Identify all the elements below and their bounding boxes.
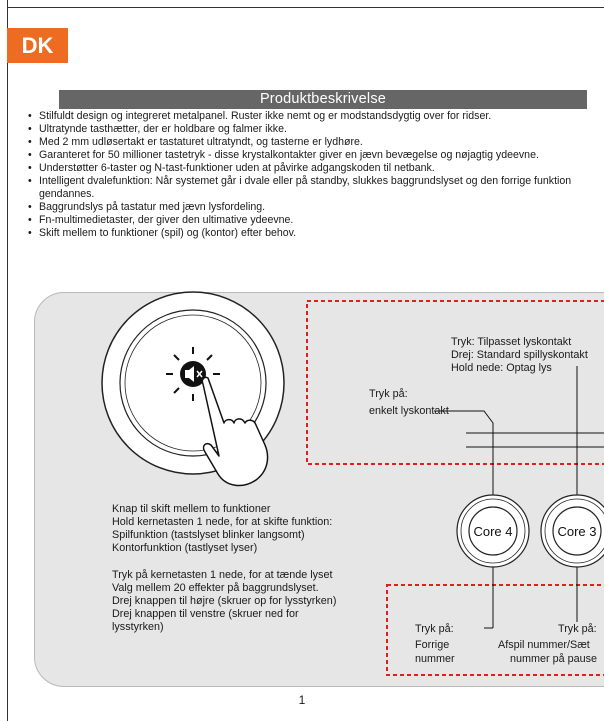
knob-desc-line: Valg mellem 20 effekter på baggrundslyset. (112, 582, 319, 594)
feature-item: • Garanteret for 50 millioner tastetryk - disse krystalkontakter giver en jævn bevægelse og nøjagtig ydeevne. (27, 149, 593, 162)
prev-track-label: nummer (415, 653, 455, 665)
feature-item: • Understøtter 6-taster og N-tast-funktioner uden at påvirke adgangskoden til netbank. (27, 162, 593, 175)
knob-desc-line: Spilfunktion (tastslyset blinker langsomt) (112, 529, 305, 541)
record-light-label: Hold nede: Optag lys (451, 362, 552, 374)
play-pause-label: nummer på pause (510, 653, 598, 665)
core-3-label: Core 3 (557, 524, 597, 539)
feature-item: • Intelligent dvalefunktion: Når systemet går i dvale eller på standby, slukkes baggrundslyset og den forrige funktion gendannes. (27, 175, 593, 201)
section-title: Produktbeskrivelse (59, 90, 587, 109)
knob-desc-line: Tryk på kernetasten 1 nede, for at tænde lyset (112, 569, 333, 581)
custom-light-label: Tryk: Tilpasset lyskontakt (451, 336, 572, 348)
knob-desc-line: lysstyrken) (112, 621, 164, 633)
core-3-button (541, 495, 604, 567)
core-4-label: Core 4 (473, 524, 513, 539)
knob-desc-line: Kontorfunktion (tastlyset lyser) (112, 542, 258, 554)
prev-track-label: Forrige (415, 639, 450, 651)
language-tab: DK (7, 28, 68, 63)
top-callout-box (307, 301, 604, 464)
feature-item: • Med 2 mm udløsertakt er tastaturet ultratyndt, og tasterne er lydhøre. (27, 136, 593, 149)
feature-item: • Ultratynde tasthætter, der er holdbare og falmer ikke. (27, 123, 593, 136)
knob-desc-line: Drej knappen til venstre (skruer ned for (112, 608, 299, 620)
feature-item: • Stilfuldt design og integreret metalpanel. Ruster ikke nemt og er modstandsdygtig over for ridser. (27, 110, 593, 123)
feature-item: • Baggrundslys på tastatur med jævn lysfordeling. (27, 201, 593, 214)
knob-desc-line: Hold kernetasten 1 nede, for at skifte funktion: (112, 516, 333, 528)
single-light-press-label: Tryk på: (369, 388, 408, 400)
standard-light-label: Drej: Standard spillyskontakt (451, 349, 588, 361)
page-number: 1 (298, 693, 306, 707)
feature-item: • Fn-multimedietaster, der giver den ultimative ydeevne. (27, 214, 593, 227)
knob-desc-line: Knap til skift mellem to funktioner (112, 503, 271, 515)
prev-track-press-label: Tryk på: (415, 623, 454, 635)
single-light-label: enkelt lyskontakt (369, 405, 449, 417)
play-pause-press-label: Tryk på: (558, 623, 597, 635)
feature-item: • Skift mellem to funktioner (spil) og (kontor) efter behov. (27, 227, 593, 240)
knob-desc-line: Drej knappen til højre (skruer op for lysstyrken) (112, 595, 337, 607)
play-pause-label: Afspil nummer/Sæt (498, 639, 590, 651)
core-4-button (457, 495, 529, 567)
